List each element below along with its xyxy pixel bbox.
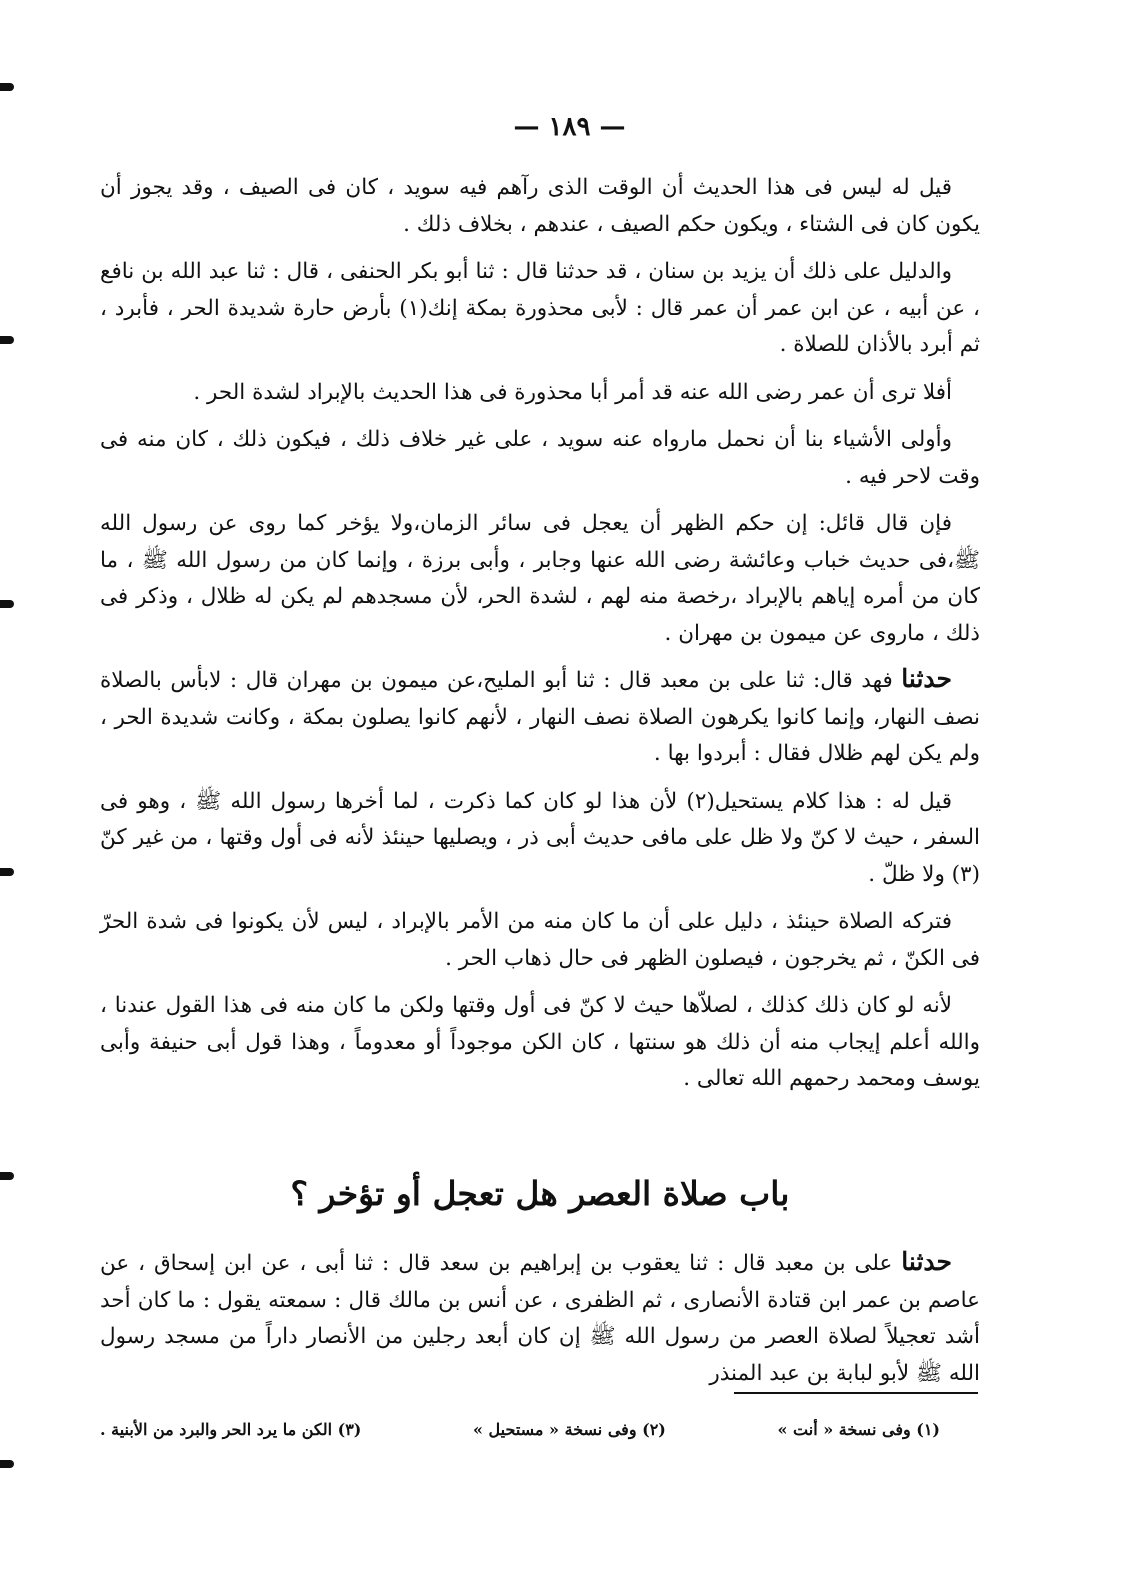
paragraph xyxy=(100,168,980,243)
paragraph xyxy=(100,420,980,495)
footnotes xyxy=(100,1420,940,1439)
page-number: — ١٨٩ — xyxy=(513,112,626,142)
lead-word: حدثنا xyxy=(901,664,952,693)
footnote-separator xyxy=(734,1392,978,1394)
paragraph-text: على بن معبد قال : ثنا يعقوب بن إبراهيم بن سعد قال : ثنا أبى ، عن ابن إسحاق ، عن عاصم بن عمر ابن قتادة الأنصارى ، ثم الظفرى ، عن أنس بن مالك قال : سمعته يقول : ما كان أحد أشد تعجيلاً لصلاة العصر من رسول الله ﷺ إن كان أبعد رجلين من الأنصار داراً من مسجد رسول الله ﷺ لأبو لبابة بن عبد المنذر xyxy=(100,1251,980,1386)
footnote: (٢) وفى نسخة « مستحيل » xyxy=(472,1420,666,1439)
paragraph-text: قيل له : هذا كلام يستحيل(٢) لأن هذا لو كان كما ذكرت ، لما أخرها رسول الله ﷺ ، وهو فى السفر ، حيث لا كنّ ولا ظل على مافى حديث أبى ذر ، ويصليها حينئذ لأنه فى أول وقتها ، من غير كنّ (٣) ولا ظلّ . xyxy=(100,788,980,887)
paragraph-text: فهد قال: ثنا على بن معبد قال : ثنا أبو المليح،عن ميمون بن مهران قال : لابأس بالصلاة نصف النهار، وإنما كانوا يكرهون الصلاة نصف النهار ، لأنهم كانوا يصلون بمكة ، وكانت شديدة الحر ، ولم يكن لهم ظلال فقال : أبردوا بها . xyxy=(100,668,980,766)
section-heading: باب صلاة العصر هل تعجل أو تؤخر ؟ xyxy=(290,1174,790,1213)
paragraph-text: فإن قال قائل: إن حكم الظهر أن يعجل فى سائر الزمان،ولا يؤخر كما روى عن رسول الله ﷺ،فى حديث خباب وعائشة رضى الله عنها وجابر ، وأبى برزة ، وإنما كان من رسول الله ﷺ ، ما كان من أمره إياهم بالإبراد ،رخصة منه لهم ، لشدة الحر، لأن مسجدهم لم يكن له ظلال ، وذكر فى ذلك ، ماروى عن ميمون بن مهران . xyxy=(100,511,980,646)
footnote: (٣) الكن ما يرد الحر والبرد من الأبنية . xyxy=(100,1420,362,1439)
binding-mark xyxy=(0,83,14,91)
binding-mark xyxy=(0,600,14,608)
paragraph xyxy=(100,902,980,977)
footnote: (١) وفى نسخة « أنت » xyxy=(777,1420,940,1439)
paragraph xyxy=(100,1244,980,1392)
paragraph xyxy=(100,782,980,894)
paragraph xyxy=(100,661,980,773)
paragraph-text: لأنه لو كان ذلك كذلك ، لصلاّها حيث لا كنّ فى أول وقتها ولكن ما كان منه فى هذا القول عندنا ، والله أعلم إيجاب منه أن ذلك هو سنتها ، كان الكن موجوداً أو معدوماً ، وهذا قول أبى حنيفة وأبى يوسف ومحمد رحمهم الله تعالى . xyxy=(100,993,980,1091)
main-text xyxy=(100,168,980,1107)
binding-mark xyxy=(0,1460,14,1468)
paragraph xyxy=(100,373,980,412)
binding-mark xyxy=(0,336,14,344)
paragraph xyxy=(100,252,980,364)
paragraph xyxy=(100,504,980,652)
paragraph-text: وأولى الأشياء بنا أن نحمل مارواه عنه سويد ، على غير خلاف ذلك ، فيكون ذلك ، كان منه فى وقت لاحر فيه . xyxy=(100,427,980,489)
section-text xyxy=(100,1244,980,1401)
paragraph xyxy=(100,986,980,1098)
paragraph-text: والدليل على ذلك أن يزيد بن سنان ، قد حدثنا قال : ثنا أبو بكر الحنفى ، قال : ثنا عبد الله بن نافع ، عن أبيه ، عن ابن عمر أن عمر قال : لأبى محذورة بمكة إنك(١) بأرض حارة شديدة الحر ، فأبرد ، ثم أبرد بالأذان للصلاة . xyxy=(100,259,980,357)
binding-mark xyxy=(0,868,14,876)
paragraph-text: قيل له ليس فى هذا الحديث أن الوقت الذى رآهم فيه سويد ، كان فى الصيف ، وقد يجوز أن يكون كان فى الشتاء ، ويكون حكم الصيف ، عندهم ، بخلاف ذلك . xyxy=(100,175,980,237)
lead-word: حدثنا xyxy=(901,1247,952,1276)
paragraph-text: فتركه الصلاة حينئذ ، دليل على أن ما كان منه من الأمر بالإبراد ، ليس لأن يكونوا فى شدة الحرّ فى الكنّ ، ثم يخرجون ، فيصلون الظهر فى حال ذهاب الحر . xyxy=(100,909,980,971)
paragraph-text: أفلا ترى أن عمر رضى الله عنه قد أمر أبا محذورة فى هذا الحديث بالإبراد لشدة الحر . xyxy=(193,379,952,405)
binding-mark xyxy=(0,1172,14,1180)
